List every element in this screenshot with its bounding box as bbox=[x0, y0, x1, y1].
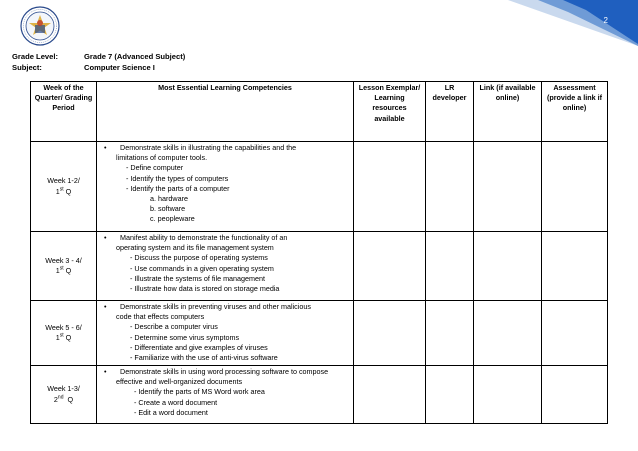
subject-value: Computer Science I bbox=[84, 63, 155, 72]
lesson-cell bbox=[354, 366, 426, 424]
table-row bbox=[31, 366, 608, 424]
week-range: Week 1-2/ bbox=[47, 176, 80, 186]
lr-cell bbox=[426, 366, 474, 424]
week-cell bbox=[31, 366, 97, 424]
week-quarter: 2nd Q bbox=[53, 394, 74, 404]
competency-cell bbox=[97, 232, 354, 301]
competency-item: - Identify the types of computers bbox=[126, 173, 229, 183]
competency-item: - Define computer bbox=[126, 163, 184, 173]
week-quarter: 1st Q bbox=[55, 332, 72, 342]
page-number: 2 bbox=[603, 16, 608, 25]
week-range: Week 1-3/ bbox=[47, 384, 80, 394]
competency-cell bbox=[97, 301, 354, 366]
competency-item: - Illustrate how data is stored on storage media bbox=[130, 284, 280, 294]
competency-item: - Differentiate and give examples of viruses bbox=[130, 342, 268, 352]
week-cell bbox=[31, 232, 97, 301]
assessment-cell bbox=[542, 232, 608, 301]
grade-level-value: Grade 7 (Advanced Subject) bbox=[84, 52, 186, 61]
competency-cell bbox=[97, 142, 354, 232]
header-assessment: Assessment (provide a link if online) bbox=[542, 82, 608, 142]
competency-text: Manifest ability to demonstrate the functionality of an bbox=[120, 233, 288, 242]
lesson-cell bbox=[354, 232, 426, 301]
competency-item: - Identify the parts of MS Word work area bbox=[134, 387, 265, 397]
link-cell bbox=[474, 142, 542, 232]
competency-text: Demonstrate skills in illustrating the capabilities and the bbox=[120, 143, 297, 152]
competency-item: - Identify the parts of a computer bbox=[126, 183, 230, 193]
competency-subitem: c. peopleware bbox=[150, 214, 195, 224]
lesson-cell bbox=[354, 301, 426, 366]
competency-item: - Describe a computer virus bbox=[130, 322, 218, 332]
competency-item: - Edit a word document bbox=[134, 407, 208, 417]
document-meta bbox=[12, 51, 185, 73]
week-range: Week 3 - 4/ bbox=[45, 255, 82, 265]
competency-text: Demonstrate skills in using word processing software to compose bbox=[120, 367, 329, 376]
link-cell bbox=[474, 301, 542, 366]
competency-text-cont: limitations of computer tools. bbox=[116, 153, 208, 163]
week-cell bbox=[31, 301, 97, 366]
bullet-icon: • bbox=[104, 302, 107, 311]
header-week: Week of the Quarter/ Grading Period bbox=[31, 82, 97, 142]
lesson-cell bbox=[354, 142, 426, 232]
competencies-table bbox=[30, 81, 608, 424]
table-row bbox=[31, 232, 608, 301]
competency-text-cont: effective and well-organized documents bbox=[116, 377, 243, 387]
lr-cell bbox=[426, 232, 474, 301]
table-row bbox=[31, 142, 608, 232]
deped-seal-logo bbox=[20, 6, 60, 46]
competency-item: - Use commands in a given operating system bbox=[130, 263, 274, 273]
competency-item: - Illustrate the systems of file management bbox=[130, 273, 266, 283]
competency-item: - Determine some virus symptoms bbox=[130, 332, 240, 342]
week-range: Week 5 - 6/ bbox=[45, 322, 82, 332]
competency-subitem: a. hardware bbox=[150, 194, 188, 204]
competency-item: - Familiarize with the use of anti-virus software bbox=[130, 353, 278, 363]
competency-text: Demonstrate skills in preventing viruses and other malicious bbox=[120, 302, 311, 311]
bullet-icon: • bbox=[104, 367, 107, 376]
bullet-icon: • bbox=[104, 233, 107, 242]
lr-cell bbox=[426, 301, 474, 366]
assessment-cell bbox=[542, 301, 608, 366]
competency-subitem: b. software bbox=[150, 204, 186, 214]
header-competencies: Most Essential Learning Competencies bbox=[97, 82, 354, 142]
week-quarter: 1st Q bbox=[55, 265, 72, 275]
week-quarter: 1st Q bbox=[55, 186, 72, 196]
table-header-row bbox=[31, 82, 608, 142]
subject-label: Subject: bbox=[12, 63, 42, 72]
competency-item: - Create a word document bbox=[134, 397, 218, 407]
grade-level-label: Grade Level: bbox=[12, 52, 59, 61]
header-link: Link (if available online) bbox=[474, 82, 542, 142]
assessment-cell bbox=[542, 366, 608, 424]
corner-decoration bbox=[508, 0, 638, 46]
header-lesson: Lesson Exemplar/ Learning resources available bbox=[354, 82, 426, 142]
competency-text-cont: operating system and its file management system bbox=[116, 243, 274, 253]
competency-cell bbox=[97, 366, 354, 424]
link-cell bbox=[474, 232, 542, 301]
table-row bbox=[31, 301, 608, 366]
link-cell bbox=[474, 366, 542, 424]
week-cell bbox=[31, 142, 97, 232]
bullet-icon: • bbox=[104, 143, 107, 152]
header-lr-developer: LR developer bbox=[426, 82, 474, 142]
assessment-cell bbox=[542, 142, 608, 232]
competency-item: - Discuss the purpose of operating systems bbox=[130, 253, 268, 263]
lr-cell bbox=[426, 142, 474, 232]
competency-text-cont: code that effects computers bbox=[116, 312, 205, 322]
